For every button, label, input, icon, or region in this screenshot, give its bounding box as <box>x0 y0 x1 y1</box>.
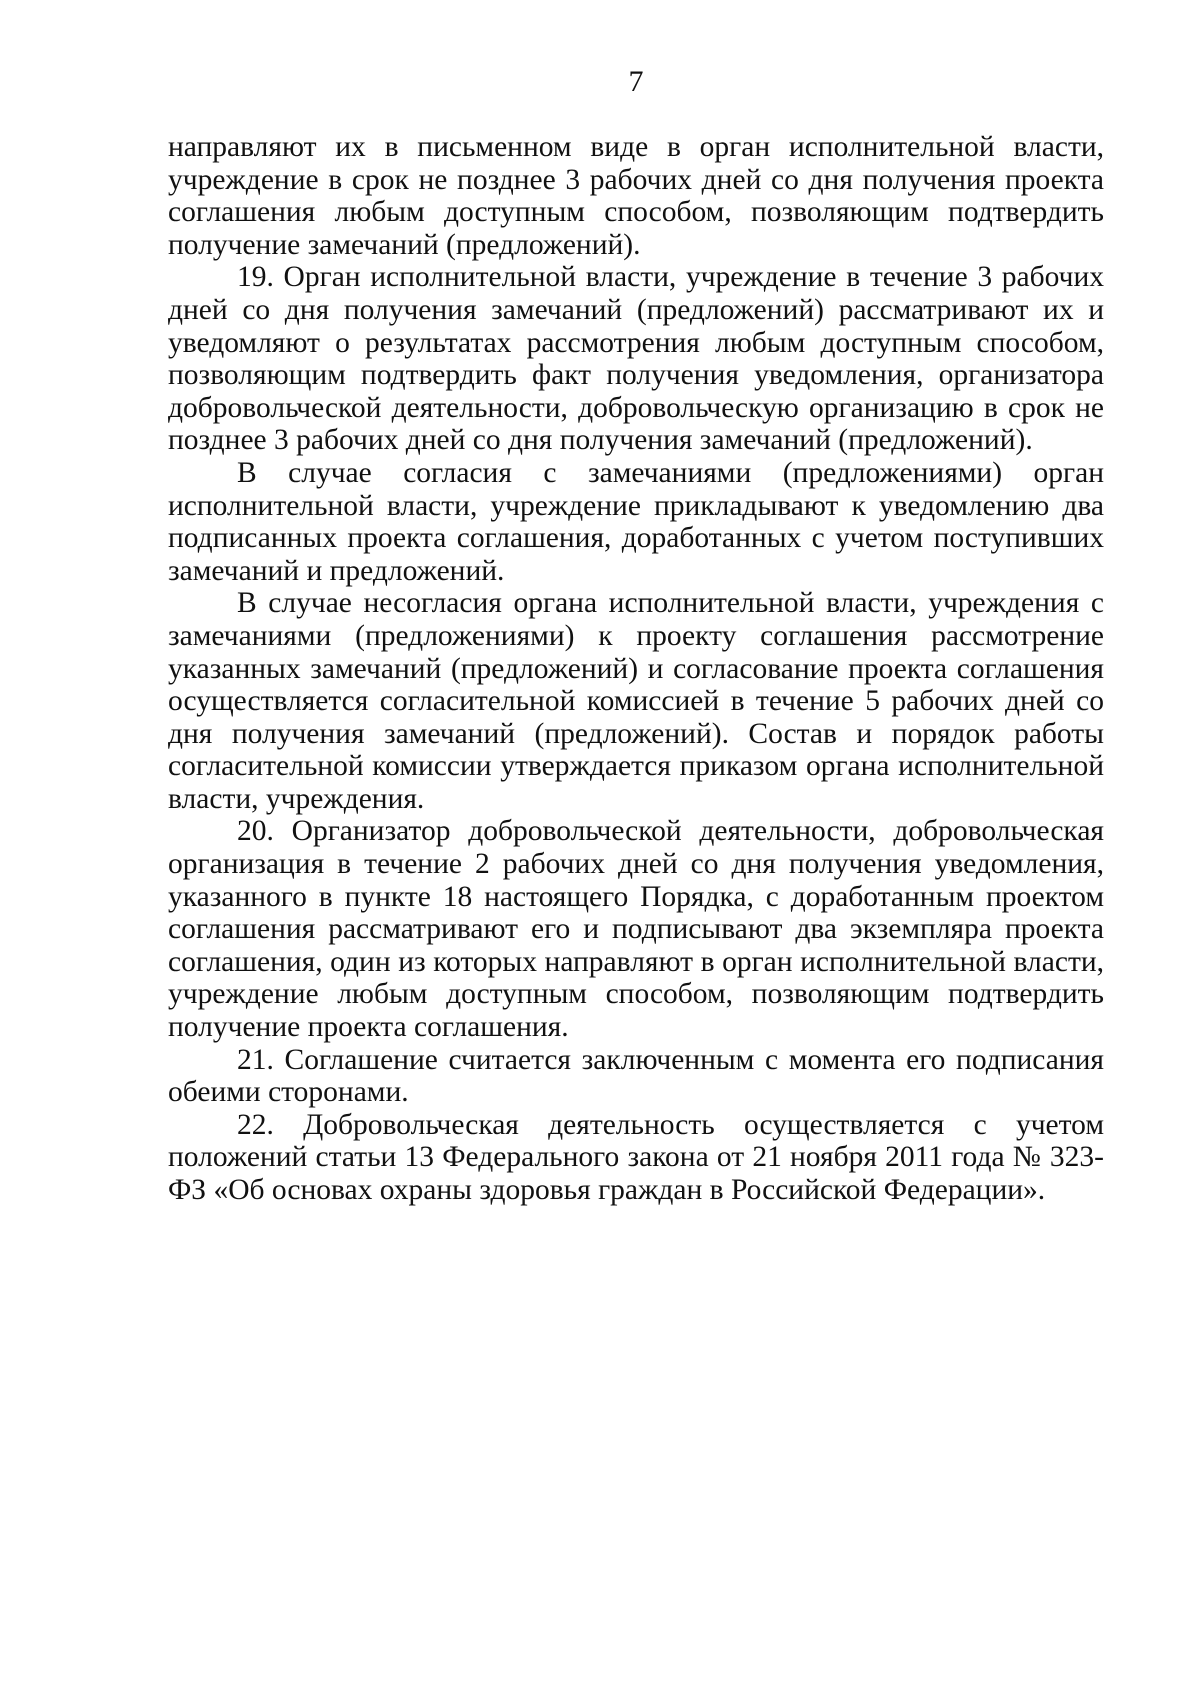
paragraph-item-19: 19. Орган исполнительной власти, учреждение в течение 3 рабочих дней со дня получения замечаний (предложений) рассматривают их и уведомляют о результатах рассмотрения любым доступным способом, позволяющим подтвердить факт получения уведомления, организатора добровольческой деятельности, добровольческую организацию в срок не позднее 3 рабочих дней со дня получения замечаний (предложений). <box>168 261 1104 457</box>
page-number: 7 <box>628 65 644 98</box>
paragraph-continuation: направляют их в письменном виде в орган исполнительной власти, учреждение в срок не позднее 3 рабочих дней со дня получения проекта соглашения любым доступным способом, позволяющим подтвердить получение замечаний (предложений). <box>168 131 1104 261</box>
paragraph-disagreement-case: В случае несогласия органа исполнительной власти, учреждения с замечаниями (предложениями) к проекту соглашения рассмотрение указанных замечаний (предложений) и согласование проекта соглашения осуществляется согласительной комиссией в течение 5 рабочих дней со дня получения замечаний (предложений). Состав и порядок работы согласительной комиссии утверждается приказом органа исполнительной власти, учреждения. <box>168 587 1104 815</box>
paragraph-agreement-case: В случае согласия с замечаниями (предложениями) орган исполнительной власти, учреждение прикладывают к уведомлению два подписанных проекта соглашения, доработанных с учетом поступивших замечаний и предложений. <box>168 456 1104 587</box>
paragraph-item-22: 22. Добровольческая деятельность осуществляется с учетом положений статьи 13 Федерального закона от 21 ноября 2011 года № 323-ФЗ «Об основах охраны здоровья граждан в Российской Федерации». <box>168 1108 1104 1206</box>
paragraph-item-21: 21. Соглашение считается заключенным с момента его подписания обеими сторонами. <box>168 1043 1104 1109</box>
document-body <box>168 131 1104 1207</box>
paragraph-item-20: 20. Организатор добровольческой деятельности, добровольческая организация в течение 2 рабочих дней со дня получения уведомления, указанного в пункте 18 настоящего Порядка, с доработанным проектом соглашения рассматривают его и подписывают два экземпляра проекта соглашения, один из которых направляют в орган исполнительной власти, учреждение любым доступным способом, позволяющим подтвердить получение проекта соглашения. <box>168 815 1104 1044</box>
